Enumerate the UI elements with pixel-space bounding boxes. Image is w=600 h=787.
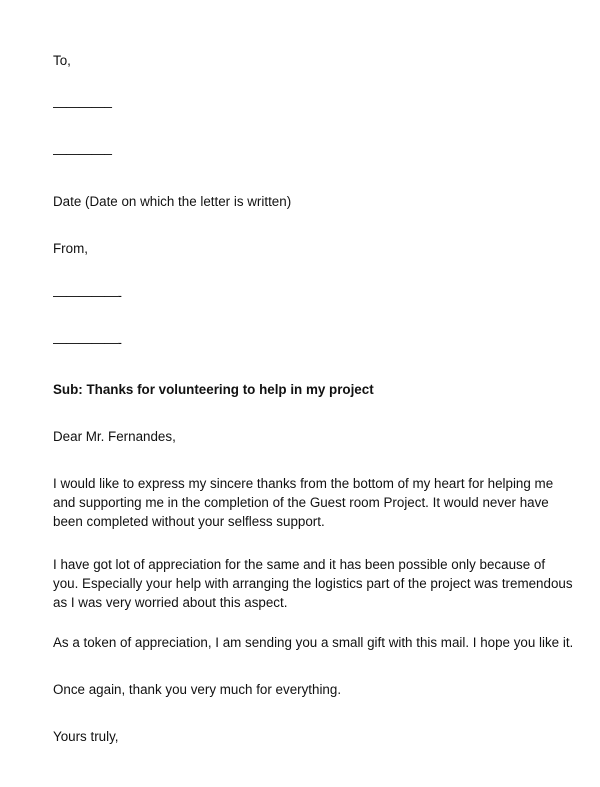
- sender-blank-line-2: —————-: [53, 335, 122, 350]
- body-paragraph-3: As a token of appreciation, I am sending you a small gift with this mail. I hope you like it.: [53, 635, 574, 650]
- body-paragraph-1: I would like to express my sincere thanks from the bottom of my heart for helping me and supporting me in the completion of the Guest room Project. It would never have been completed without your selfless support.: [53, 476, 554, 529]
- to-label: To,: [53, 53, 71, 68]
- salutation: Dear Mr. Fernandes,: [53, 429, 176, 444]
- date-line: Date (Date on which the letter is written): [53, 194, 292, 209]
- from-label: From,: [53, 241, 88, 256]
- recipient-blank-line-2: ————–: [53, 146, 112, 161]
- subject-line: Sub: Thanks for volunteering to help in my project: [53, 382, 374, 397]
- body-paragraph-2: I have got lot of appreciation for the same and it has been possible only because of you. Especially your help with arranging the logistics part of the project was tremendous as I was very worried about this aspect.: [53, 557, 573, 610]
- sender-blank-line-1: —————-: [53, 288, 122, 303]
- closing: Yours truly,: [53, 729, 119, 744]
- recipient-blank-line-1: ————–: [53, 99, 112, 114]
- body-paragraph-4: Once again, thank you very much for everything.: [53, 682, 342, 697]
